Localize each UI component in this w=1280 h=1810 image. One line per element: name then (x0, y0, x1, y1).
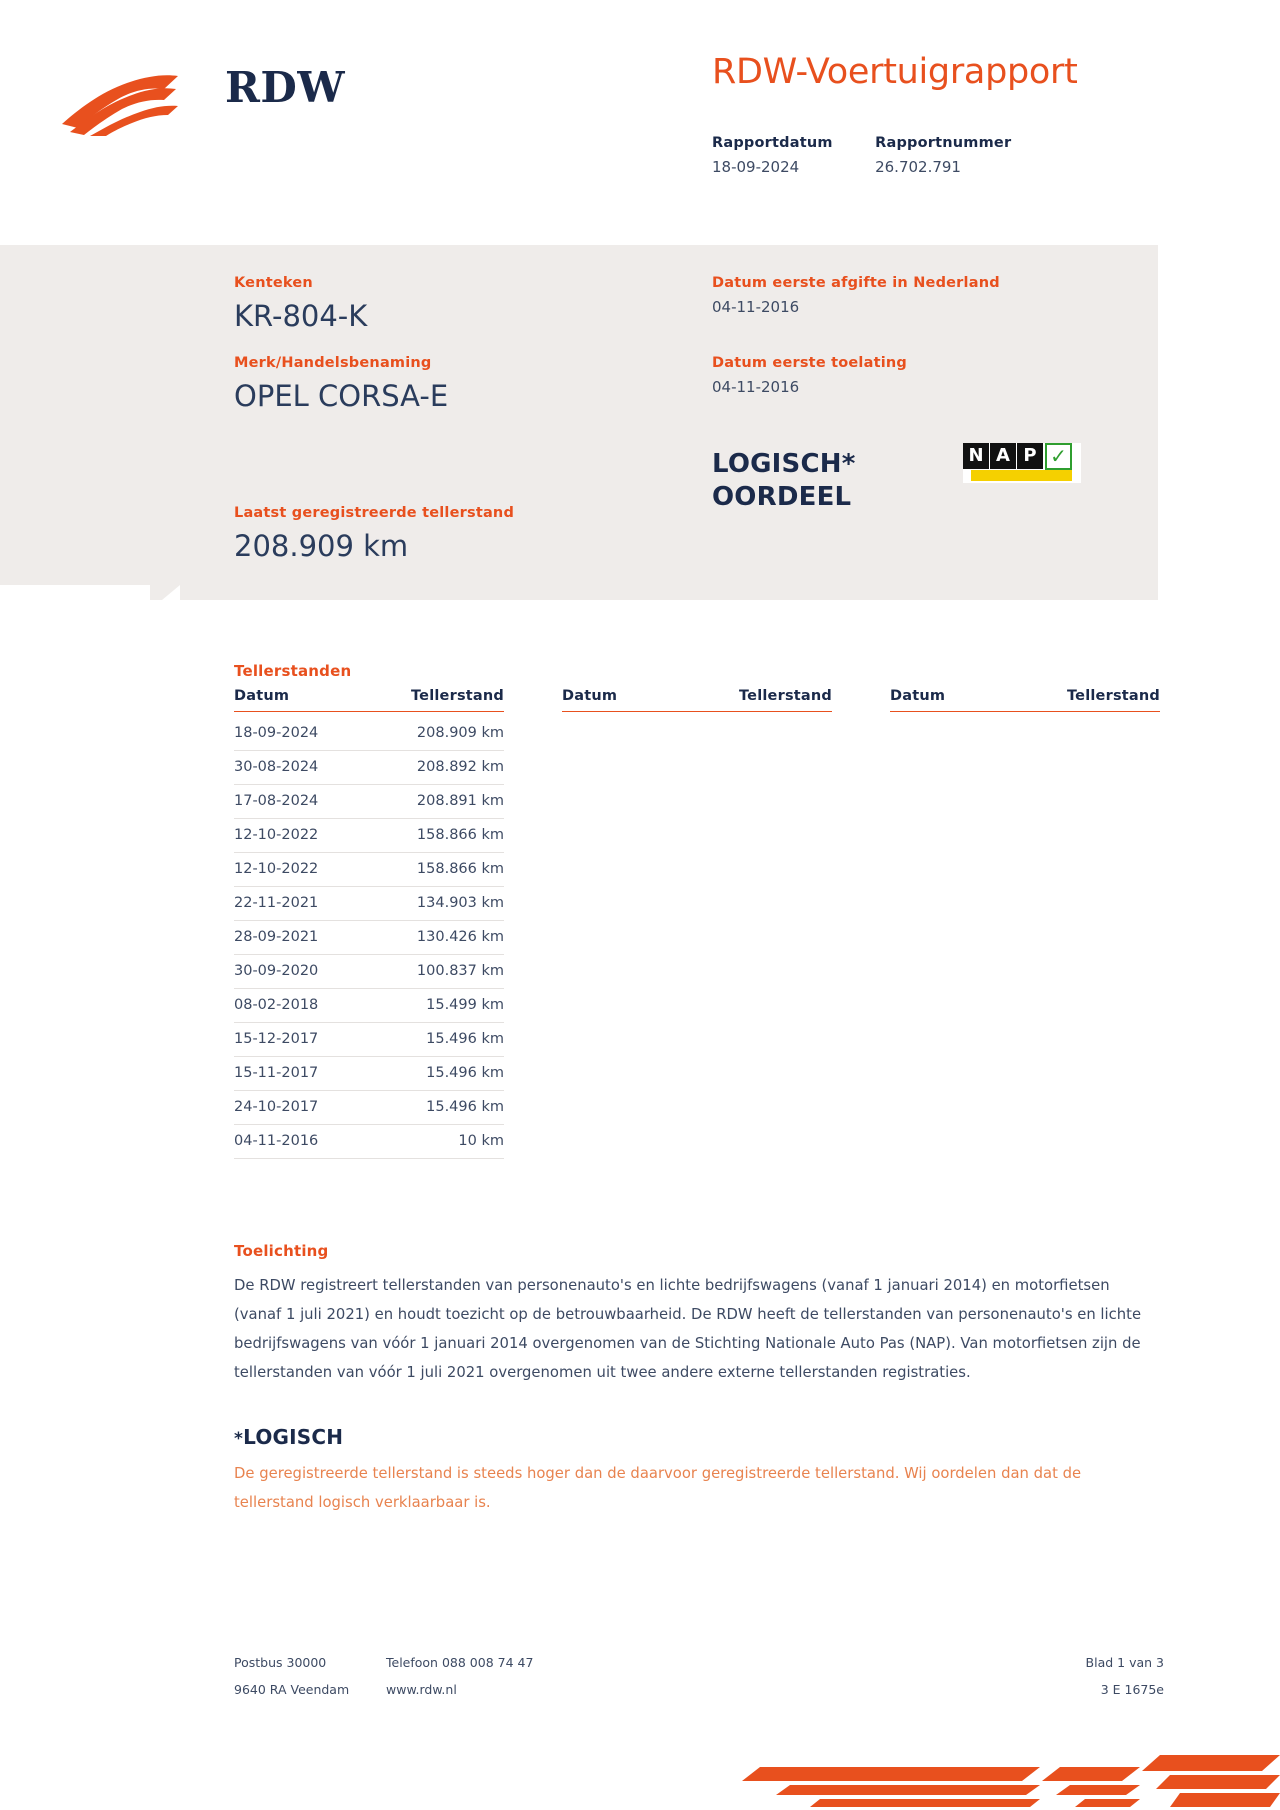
cell-datum: 30-08-2024 (234, 750, 362, 784)
report-date-label: Rapportdatum (712, 135, 833, 151)
first-admission-block (712, 355, 907, 396)
odometer-section-title: Tellerstanden (234, 662, 352, 680)
last-odometer-value: 208.909 km (234, 529, 409, 563)
last-odometer-label: Laatst geregistreerde tellerstand (234, 505, 515, 521)
explanation-note: De geregistreerde tellerstand is steeds hoger dan de daarvoor geregistreerde tellerstand. Wij oordelen dan dat de tellerstand logisch verklaarbaar is. (234, 1465, 1082, 1511)
first-registration-nl-value: 04-11-2016 (712, 298, 800, 316)
footer-postbus: Postbus 30000 (234, 1655, 327, 1670)
merk-label: Merk/Handelsbenaming (234, 355, 432, 371)
cell-datum: 17-08-2024 (234, 784, 362, 818)
odometer-table-column-3 (890, 688, 1160, 712)
footer-form-code: 3 E 1675e (1100, 1682, 1164, 1697)
explanation-subtitle-text: LOGISCH (243, 1425, 344, 1449)
explanation-subtitle-star: * (234, 1429, 244, 1449)
cell-datum: 22-11-2021 (234, 886, 362, 920)
table-row (234, 954, 504, 988)
merk-value: OPEL CORSA-E (234, 379, 449, 413)
nap-letter-n: N (963, 443, 989, 469)
table-header-row (234, 688, 504, 712)
first-registration-nl-label: Datum eerste afgifte in Nederland (712, 275, 1000, 291)
first-registration-nl-block (712, 275, 1000, 316)
table-row (234, 1056, 504, 1090)
cell-tellerstand: 15.496 km (362, 1022, 504, 1056)
explanation-section-title: Toelichting (234, 1242, 329, 1260)
table-row (234, 1022, 504, 1056)
cell-tellerstand: 130.426 km (362, 920, 504, 954)
nap-check-icon: ✓ (1045, 443, 1072, 470)
column-header-datum: Datum (562, 688, 663, 712)
panel-notch-decoration (0, 585, 150, 610)
column-header-tellerstand: Tellerstand (362, 688, 504, 712)
odometer-table-column-1 (234, 688, 504, 1159)
cell-tellerstand: 208.909 km (362, 712, 504, 751)
table-row (234, 852, 504, 886)
kenteken-block (234, 275, 367, 333)
table-row (234, 784, 504, 818)
verdict-line-2: OORDEEL (712, 482, 852, 513)
odometer-table-column-2 (562, 688, 832, 712)
page-title: RDW-Voertuigrapport (712, 52, 1078, 92)
footer-telefoon: Telefoon 088 008 74 47 (386, 1655, 534, 1670)
kenteken-label: Kenteken (234, 275, 313, 291)
cell-tellerstand: 15.496 km (362, 1056, 504, 1090)
report-date-value: 18-09-2024 (712, 158, 800, 176)
table-row (234, 750, 504, 784)
rdw-logo-mark (60, 70, 205, 138)
merk-block (234, 355, 448, 413)
header-meta (712, 135, 1182, 176)
table-row (234, 818, 504, 852)
nap-logo (963, 443, 1081, 483)
footer-stripe-decoration (740, 1745, 1280, 1810)
cell-datum: 24-10-2017 (234, 1090, 362, 1124)
cell-tellerstand: 10 km (362, 1124, 504, 1158)
table-row (234, 1090, 504, 1124)
brand-wordmark: RDW (225, 63, 345, 112)
table-row (234, 988, 504, 1022)
first-admission-value: 04-11-2016 (712, 378, 800, 396)
footer-row-2 (234, 1682, 1164, 1709)
first-admission-label: Datum eerste toelating (712, 355, 907, 371)
nap-letter-p: P (1017, 443, 1043, 469)
nap-letter-a: A (990, 443, 1016, 469)
report-number-label: Rapportnummer (875, 135, 1012, 151)
cell-tellerstand: 15.496 km (362, 1090, 504, 1124)
cell-tellerstand: 158.866 km (362, 852, 504, 886)
verdict-line-1: LOGISCH* (712, 449, 856, 479)
explanation-body: De RDW registreert tellerstanden van personenauto's en lichte bedrijfswagens (vanaf 1 januari 2014) en motorfietsen (vanaf 1 juli 2021) en houdt toezicht op de betrouwbaarheid. De RDW heeft de tellerstanden van personenauto's en lichte bedrijfswagens van vóór 1 januari 2014 overgenomen van de Stichting Nationale Auto Pas (NAP). Van motorfietsen zijn de tellerstanden van vóór 1 juli 2021 overgenomen uit twee andere externe tellerstanden registraties. (234, 1277, 1142, 1381)
table-row (234, 1124, 504, 1158)
column-header-datum: Datum (234, 688, 362, 712)
column-header-tellerstand: Tellerstand (663, 688, 832, 712)
table-row (234, 920, 504, 954)
cell-tellerstand: 208.892 km (362, 750, 504, 784)
cell-datum: 30-09-2020 (234, 954, 362, 988)
report-number-value: 26.702.791 (875, 158, 961, 176)
nap-yellow-bar (963, 470, 1072, 481)
footer-row-1 (234, 1655, 1164, 1682)
nap-bar-notch (963, 470, 971, 481)
table-row (234, 886, 504, 920)
cell-datum: 28-09-2021 (234, 920, 362, 954)
table-row (234, 712, 504, 751)
cell-tellerstand: 134.903 km (362, 886, 504, 920)
verdict-text (712, 448, 856, 515)
cell-datum: 18-09-2024 (234, 712, 362, 751)
footer-website[interactable]: www.rdw.nl (386, 1682, 457, 1697)
kenteken-value: KR-804-K (234, 299, 368, 333)
report-number-block (875, 135, 1011, 176)
last-odometer-block (234, 505, 514, 563)
cell-datum: 15-12-2017 (234, 1022, 362, 1056)
cell-datum: 12-10-2022 (234, 818, 362, 852)
cell-datum: 12-10-2022 (234, 852, 362, 886)
rdw-logo (60, 45, 360, 140)
column-header-datum: Datum (890, 688, 991, 712)
cell-tellerstand: 100.837 km (362, 954, 504, 988)
cell-tellerstand: 208.891 km (362, 784, 504, 818)
column-header-tellerstand: Tellerstand (991, 688, 1160, 712)
cell-datum: 08-02-2018 (234, 988, 362, 1022)
report-date-block (712, 135, 870, 176)
table-header-row (890, 688, 1160, 712)
cell-tellerstand: 158.866 km (362, 818, 504, 852)
page-footer (234, 1655, 1164, 1709)
footer-page-number: Blad 1 van 3 (1085, 1655, 1164, 1670)
explanation-subtitle (234, 1425, 343, 1449)
cell-datum: 15-11-2017 (234, 1056, 362, 1090)
table-header-row (562, 688, 832, 712)
footer-plaats: 9640 RA Veendam (234, 1682, 350, 1697)
cell-tellerstand: 15.499 km (362, 988, 504, 1022)
cell-datum: 04-11-2016 (234, 1124, 362, 1158)
